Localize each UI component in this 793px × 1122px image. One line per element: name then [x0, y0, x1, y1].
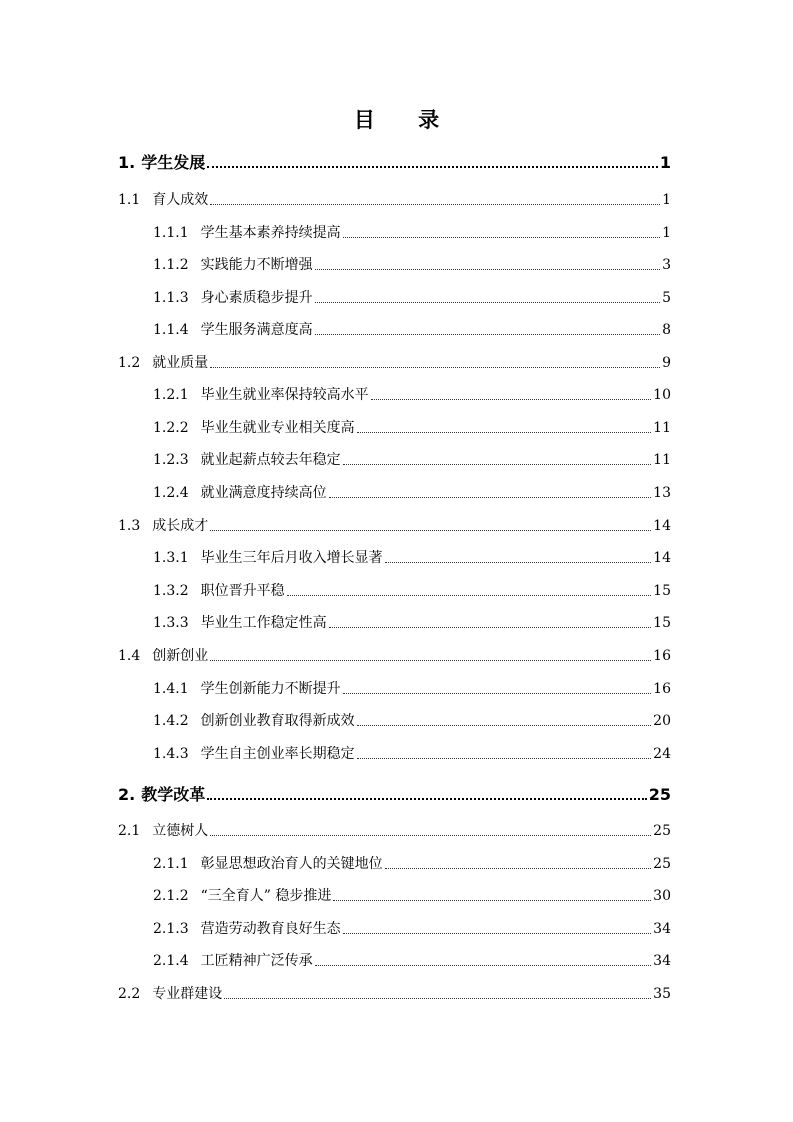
toc-page-number: 25 [653, 823, 671, 839]
toc-page-number: 9 [662, 355, 671, 371]
toc-entry-level3[interactable] [153, 886, 671, 906]
toc-section-number: 1.4.1 [153, 681, 189, 697]
page-title: 目 录 [353, 108, 458, 132]
toc-section-number: 1.3.2 [153, 583, 189, 599]
toc-section-number: 2. [118, 785, 136, 804]
toc-page-number: 25 [653, 856, 671, 872]
toc-entry-label [118, 646, 208, 666]
toc-entry-label [153, 711, 355, 731]
toc-entry-label [153, 854, 383, 874]
dot-leader [329, 497, 652, 498]
toc-section-title: 营造劳动教育良好生态 [200, 921, 341, 937]
toc-entry-label [118, 353, 208, 373]
toc-entry-level3[interactable] [153, 711, 671, 731]
toc-entry-label [153, 385, 369, 405]
dot-leader [315, 302, 660, 303]
toc-section-title: 创新创业 [152, 648, 209, 664]
toc-page-number: 13 [653, 485, 671, 501]
toc-section-title: 学生基本素养持续提高 [200, 225, 341, 241]
toc-entry-label [153, 919, 341, 939]
toc-entry-label [153, 886, 331, 906]
dot-leader [333, 900, 651, 901]
toc-entry-level1[interactable] [118, 783, 671, 805]
toc-entry-level2[interactable] [118, 821, 671, 841]
toc-section-number: 2.1.4 [153, 953, 189, 969]
toc-page-number: 35 [653, 986, 671, 1002]
toc-section-title: 毕业生三年后月收入增长显著 [200, 550, 383, 566]
toc-section-title: 职位晋升平稳 [200, 583, 285, 599]
toc-section-number: 1.2.3 [153, 452, 189, 468]
dot-leader [210, 835, 651, 836]
toc-section-number: 1.1.3 [153, 290, 189, 306]
toc-section-number: 1.1.2 [153, 257, 189, 273]
toc-entry-level3[interactable] [153, 255, 671, 275]
dot-leader [287, 595, 652, 596]
toc-page-number: 16 [653, 681, 671, 697]
toc-entry-label [153, 288, 313, 308]
toc-entry-label [153, 320, 313, 340]
toc-section-title: 就业质量 [152, 355, 209, 371]
toc-section-number: 1.4.2 [153, 713, 189, 729]
toc-section-number: 1.1.1 [153, 225, 189, 241]
toc-page-number: 8 [662, 322, 671, 338]
toc-entry-level3[interactable] [153, 854, 671, 874]
dot-leader [357, 725, 652, 726]
toc-section-title: 毕业生就业专业相关度高 [200, 420, 355, 436]
toc-entry-level3[interactable] [153, 483, 671, 503]
toc-entry-label [118, 821, 208, 841]
dot-leader [371, 399, 652, 400]
dot-leader [224, 998, 651, 999]
dot-leader [210, 660, 651, 661]
toc-entry-label [118, 984, 222, 1004]
toc-entry-label [153, 548, 383, 568]
toc-section-number: 2.1.3 [153, 921, 189, 937]
toc-entry-level2[interactable] [118, 190, 671, 210]
toc-entry-level3[interactable] [153, 320, 671, 340]
toc-entry-level3[interactable] [153, 744, 671, 764]
toc-page-number: 24 [653, 746, 671, 762]
toc-entry-label [153, 679, 341, 699]
toc-section-number: 1.2.2 [153, 420, 189, 436]
toc-section-title: 学生服务满意度高 [200, 322, 313, 338]
dot-leader [329, 627, 652, 628]
toc-entry-label [118, 785, 205, 805]
toc-section-number: 1.1 [118, 192, 141, 208]
dot-leader [385, 562, 652, 563]
toc-entry-label [153, 223, 341, 243]
toc-entry-label [153, 450, 341, 470]
toc-section-title: 学生发展 [141, 153, 206, 172]
toc-section-number: 2.1.1 [153, 856, 189, 872]
toc-page-number: 30 [653, 888, 671, 904]
toc-page-number: 11 [653, 452, 671, 468]
toc-section-number: 1. [118, 153, 136, 172]
toc-entry-level3[interactable] [153, 223, 671, 243]
dot-leader [315, 269, 660, 270]
dot-leader [343, 464, 652, 465]
toc-entry-label [153, 613, 327, 633]
toc-section-title: 学生创新能力不断提升 [200, 681, 341, 697]
toc-entry-label [118, 516, 208, 536]
toc-section-title: 毕业生就业率保持较高水平 [200, 387, 369, 403]
dot-leader [357, 758, 652, 759]
toc-section-number: 1.2.4 [153, 485, 189, 501]
dot-leader [315, 334, 660, 335]
toc-entry-level3[interactable] [153, 288, 671, 308]
toc-section-number: 1.1.4 [153, 322, 189, 338]
toc-section-title: 毕业生工作稳定性高 [200, 615, 327, 631]
dot-leader [343, 933, 652, 934]
toc-page-number: 1 [662, 225, 671, 241]
toc-section-number: 1.4.3 [153, 746, 189, 762]
toc-section-number: 1.3.3 [153, 615, 189, 631]
toc-entry-level1[interactable] [118, 151, 671, 173]
toc-section-number: 1.4 [118, 648, 141, 664]
dot-leader [357, 432, 652, 433]
toc-section-title: 学生自主创业率长期稳定 [200, 746, 355, 762]
toc-section-title: 身心素质稳步提升 [200, 290, 313, 306]
toc-page-number: 1 [662, 192, 671, 208]
toc-section-number: 2.1.2 [153, 888, 189, 904]
dot-leader [210, 530, 651, 531]
toc-section-title: “三全育人” 稳步推进 [200, 888, 332, 904]
toc-entry-level3[interactable] [153, 919, 671, 939]
toc-section-title: 工匠精神广泛传承 [200, 953, 313, 969]
toc-entry-label [153, 581, 285, 601]
toc-entry-level2[interactable] [118, 646, 671, 666]
toc-section-title: 育人成效 [152, 192, 209, 208]
toc-entry-label [153, 418, 355, 438]
toc-page-number: 1 [659, 153, 671, 172]
toc-entry-level2[interactable] [118, 516, 671, 536]
toc-section-number: 1.3 [118, 518, 141, 534]
dot-leader [343, 693, 652, 694]
toc-section-title: 专业群建设 [152, 986, 223, 1002]
toc-section-number: 1.2.1 [153, 387, 189, 403]
toc-section-title: 彰显思想政治育人的关键地位 [200, 856, 383, 872]
toc-entry-level3[interactable] [153, 548, 671, 568]
toc-page-number: 34 [653, 921, 671, 937]
toc-page-number: 25 [648, 785, 671, 804]
toc-entry-label [153, 951, 313, 971]
toc-section-title: 就业满意度持续高位 [200, 485, 327, 501]
toc-page-number: 15 [653, 615, 671, 631]
toc-page-number: 20 [653, 713, 671, 729]
toc-section-title: 就业起薪点较去年稳定 [200, 452, 341, 468]
toc-entry-level3[interactable] [153, 951, 671, 971]
toc-section-title: 立德树人 [152, 823, 209, 839]
toc-page-number: 10 [653, 387, 671, 403]
toc-section-title: 创新创业教育取得新成效 [200, 713, 355, 729]
toc-entry-label [153, 483, 327, 503]
toc-page-number: 14 [653, 550, 671, 566]
toc-page-number: 15 [653, 583, 671, 599]
dot-leader [385, 868, 652, 869]
dot-leader [210, 204, 660, 205]
toc-entry-level3[interactable] [153, 581, 671, 601]
toc-entry-level2[interactable] [118, 984, 671, 1004]
toc-entry-level3[interactable] [153, 418, 671, 438]
toc-entry-label [153, 744, 355, 764]
toc-section-number: 2.1 [118, 823, 141, 839]
toc-section-title: 教学改革 [141, 785, 206, 804]
toc-page-number: 14 [653, 518, 671, 534]
dot-leader [207, 798, 647, 800]
toc-entry-level3[interactable] [153, 613, 671, 633]
toc-entry-level2[interactable] [118, 353, 671, 373]
toc-page-number: 11 [653, 420, 671, 436]
dot-leader [315, 965, 652, 966]
toc-section-title: 实践能力不断增强 [200, 257, 313, 273]
toc-section-number: 1.2 [118, 355, 141, 371]
toc-entry-level3[interactable] [153, 385, 671, 405]
toc-page-number: 3 [662, 257, 671, 273]
dot-leader [207, 166, 658, 168]
toc-section-number: 1.3.1 [153, 550, 189, 566]
toc-entry-level3[interactable] [153, 679, 671, 699]
toc-entry-level3[interactable] [153, 450, 671, 470]
toc-page-number: 34 [653, 953, 671, 969]
toc-entry-label [118, 153, 205, 173]
dot-leader [343, 237, 660, 238]
toc-page-number: 5 [662, 290, 671, 306]
toc-section-number: 2.2 [118, 986, 141, 1002]
toc-page-number: 16 [653, 648, 671, 664]
toc-section-title: 成长成才 [152, 518, 209, 534]
toc-entry-label [118, 190, 208, 210]
toc-entry-label [153, 255, 313, 275]
dot-leader [210, 367, 660, 368]
